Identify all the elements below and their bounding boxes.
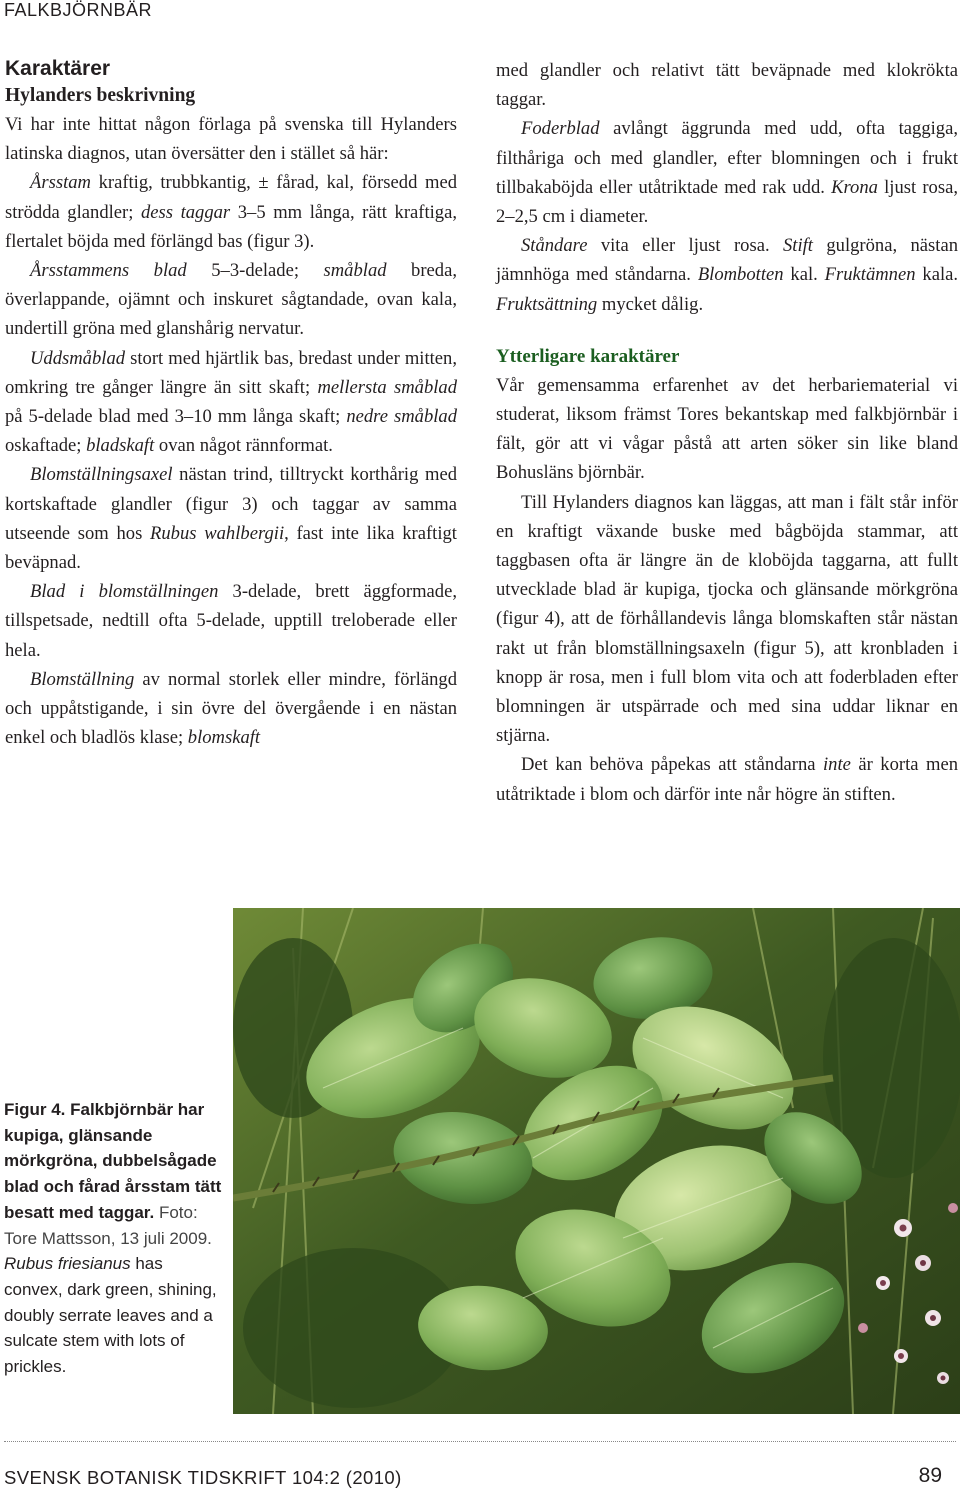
paragraph-standare bbox=[496, 231, 958, 319]
running-head: FALKBJÖRNBÄR bbox=[4, 0, 153, 20]
text-run: stort med hjärtlik bas, bredast under mitten, omkring tre gånger längre än sitt skaft; bbox=[5, 347, 457, 398]
subtitle-hylander: Hylanders beskrivning bbox=[5, 85, 196, 106]
text-run: avlångt äggrunda med udd, ofta taggiga, filthåriga och med glandler, efter blomningen och i frukt tillbakaböjda eller utåtriktade med rak udd. bbox=[496, 118, 958, 198]
caption-species: Rubus friesianus bbox=[4, 1254, 131, 1274]
footer-rule bbox=[4, 1441, 956, 1442]
text-run: 3-delade, brett äggformade, tillspetsade, nedtill ofta 5-delade, upptill treloberade eller hela. bbox=[5, 581, 458, 661]
text-run: Foderblad bbox=[521, 118, 600, 140]
text-run: ljust rosa, 2–2,5 cm i diameter. bbox=[496, 176, 958, 228]
figure-4-photo bbox=[233, 908, 960, 1414]
text-run: vita eller ljust rosa. bbox=[587, 235, 783, 257]
paragraph-diagnos-tillagg: Till Hylanders diagnos kan läggas, att man i fält står inför en kraftigt växande buske med bågböjda stammar, att taggbasen ofta är längre än de kloböjda taggarna, att fullt utvecklade blad är kupiga, tjocka och glänsande mörkgröna (figur 4), att de förhållandevis långa blomskaften står nästan rakt ut från blomställningsaxeln (figur 5), att kronbladen i knopp är rosa, men i full blom vita och att foderbladen efter blomningen är utspärrade och med sina uddar liknar en stjärna. bbox=[496, 491, 958, 747]
text-run: med glandler och relativt tätt beväpnade med klokrökta taggar. bbox=[496, 60, 958, 111]
text-run: Blombotten bbox=[697, 264, 784, 286]
text-run: Årsstam bbox=[30, 172, 91, 194]
text-run: 5–3-delade; bbox=[186, 260, 324, 282]
section-title: Karaktärer bbox=[5, 57, 111, 80]
text-run: nedre småblad bbox=[346, 406, 457, 428]
text-run: kal. bbox=[783, 264, 825, 286]
text-run: Årsstammens blad bbox=[30, 260, 187, 282]
paragraph-continued bbox=[496, 56, 958, 114]
paragraph-blomstallning bbox=[5, 665, 457, 753]
paragraph-uddsmablad bbox=[5, 344, 457, 461]
figure-caption bbox=[4, 1097, 224, 1380]
text-run: Fruktämnen bbox=[824, 264, 916, 286]
text-run: Fruktsättning bbox=[496, 293, 598, 315]
text-run: kraftig, trubbkantig, ± fårad, kal, försedd med strödda glandler; bbox=[5, 172, 457, 223]
caption-bold: Figur 4. Falkbjörnbär har kupiga, glänsande mörkgröna, dubbelsågade blad och fårad årsstam tätt besatt med taggar. bbox=[4, 1100, 222, 1222]
text-run: Uddsmåblad bbox=[30, 347, 126, 369]
subtitle-ytterligare: Ytterligare karaktärer bbox=[496, 345, 680, 367]
text-run: ovan något rännformat. bbox=[154, 435, 333, 457]
text-run: , fast inte lika kraftigt beväpnad. bbox=[5, 522, 457, 574]
caption-credit: Foto: Tore Mattsson, 13 juli 2009. bbox=[4, 1202, 212, 1248]
text-run: oskaftade; bbox=[5, 435, 87, 457]
paragraph-standarna bbox=[496, 750, 958, 808]
text-run: mycket dålig. bbox=[597, 293, 704, 315]
text-run: blomskaft bbox=[187, 727, 261, 749]
text-run: är korta men utåtriktade i blom och därför inte når högre än stiften. bbox=[496, 754, 958, 805]
text-run: Ståndare bbox=[521, 235, 588, 257]
text-run: av normal storlek eller mindre, förlängd och uppåtstigande, i sin övre del övergående i en nästan enkel och bladlös klase; bbox=[5, 668, 457, 749]
text-run: småblad bbox=[323, 260, 387, 282]
left-column bbox=[5, 56, 457, 752]
text-run: Stift bbox=[783, 235, 813, 257]
text-run: Det kan behöva påpekas att ståndarna bbox=[521, 754, 823, 776]
page-number: 89 bbox=[918, 1464, 942, 1487]
paragraph-arsstam bbox=[5, 168, 457, 256]
journal-footer: SVENSK BOTANISK TIDSKRIFT 104:2 (2010) bbox=[4, 1467, 402, 1488]
text-run: Blomställningsaxel bbox=[30, 464, 173, 486]
caption-english: has convex, dark green, shining, doubly serrate leaves and a sulcate stem with lots of prickles. bbox=[4, 1254, 217, 1377]
right-column bbox=[496, 56, 958, 809]
text-run: nästan trind, tilltryckt korthårig med kortskaftade glandler (figur 3) och taggar av samma utseende som hos bbox=[5, 464, 457, 544]
text-run: kala. bbox=[915, 264, 959, 286]
text-run: inte bbox=[823, 754, 851, 776]
text-run: på 5-delade blad med 3–10 mm långa skaft; bbox=[5, 406, 347, 428]
text-run: mellersta småblad bbox=[317, 376, 458, 398]
text-run: bladskaft bbox=[86, 435, 155, 457]
text-run: gulgröna, nästan jämnhöga med ståndarna. bbox=[496, 235, 959, 286]
text-run: breda, överlappande, ojämnt och inskuret sågtandade, ovan kala, undertill gröna med glanshårig nervatur. bbox=[5, 260, 457, 340]
text-run: Blad i blomställningen bbox=[30, 581, 219, 603]
paragraph-blad-i-blomstallningen bbox=[5, 577, 457, 665]
text-run: Rubus wahlbergii bbox=[150, 522, 285, 544]
text-run: Krona bbox=[831, 176, 878, 198]
paragraph-foderblad bbox=[496, 114, 958, 231]
paragraph-blomstallningsaxel bbox=[5, 460, 457, 577]
text-run: Blomställning bbox=[30, 668, 135, 690]
text-run: dess taggar bbox=[140, 201, 231, 223]
intro-paragraph: Vi har inte hittat någon förlaga på svenska till Hylanders latinska diagnos, utan översätter den i stället så här: bbox=[5, 114, 457, 165]
paragraph-arsstammens-blad bbox=[5, 256, 457, 344]
text-run: 3–5 mm långa, rätt kraftiga, flertalet böjda med förlängd bas (figur 3). bbox=[5, 201, 457, 252]
paragraph-erfarenhet: Vår gemensamma erfarenhet av det herbariematerial vi studerat, liksom främst Tores bekantskap med falkbjörnbär i fält, gör att vi vågar påstå att arten söker sin like bland Bohusläns björnbär. bbox=[496, 374, 958, 484]
